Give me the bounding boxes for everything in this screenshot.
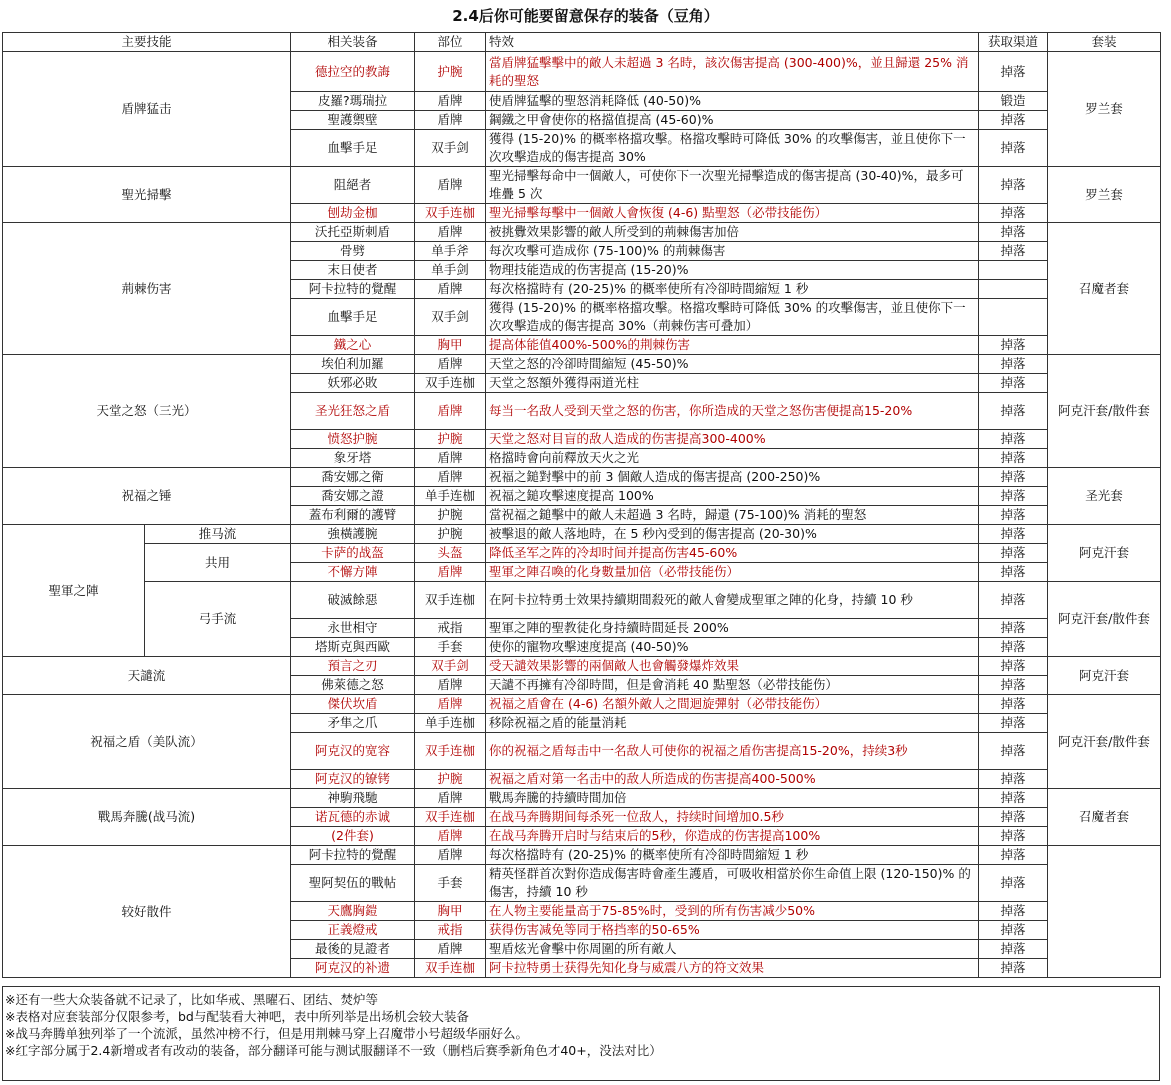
gear-name: 永世相守: [291, 619, 415, 638]
gear-effect: 聖盾炫光會擊中你周圍的所有敵人: [486, 940, 979, 959]
gear-name: 神駒飛馳: [291, 789, 415, 808]
table-row: [3, 52, 1161, 92]
gear-name: 德拉空的教誨: [291, 52, 415, 92]
table-row: [3, 525, 1161, 544]
gear-source: 掉落: [979, 808, 1048, 827]
gear-source: [979, 280, 1048, 299]
gear-source: 掉落: [979, 336, 1048, 355]
gear-name: 塔斯克與西歐: [291, 638, 415, 657]
gear-slot: 双手剑: [415, 130, 486, 167]
gear-effect: 天堂之怒額外獲得兩道光柱: [486, 374, 979, 393]
gear-name: 妖邪必敗: [291, 374, 415, 393]
gear-slot: 盾牌: [415, 355, 486, 374]
gear-effect: 鋼鐵之甲會使你的格擋值提高 (45-60)%: [486, 111, 979, 130]
gear-source: 掉落: [979, 676, 1048, 695]
gear-effect: 在阿卡拉特勇士效果持續期間殺死的敵人會變成聖軍之陣的化身，持續 10 秒: [486, 582, 979, 619]
gear-name: 诺瓦德的赤诚: [291, 808, 415, 827]
header-gear: 相关装备: [291, 33, 415, 52]
gear-name: 天鷹胸鎧: [291, 902, 415, 921]
gear-name: 阿克汉的补遗: [291, 959, 415, 978]
gear-slot: 护腕: [415, 52, 486, 92]
header-set: 套装: [1048, 33, 1161, 52]
gear-name: 圣光狂怒之盾: [291, 393, 415, 430]
skill-cell: 较好散件: [3, 846, 291, 978]
note-line: ※表格对应套装部分仅限参考，bd与配装看大神吧，表中所列举是出场机会较大装备: [5, 1009, 469, 1024]
skill-cell: 祝福之盾（美队流）: [3, 695, 291, 789]
gear-effect: 被挑釁效果影響的敵人所受到的荊棘傷害加倍: [486, 223, 979, 242]
gear-slot: 盾牌: [415, 827, 486, 846]
gear-source: 掉落: [979, 242, 1048, 261]
gear-effect: 每当一名敌人受到天堂之怒的伤害，你所造成的天堂之怒伤害便提高15-20%: [486, 393, 979, 430]
gear-slot: 双手连枷: [415, 204, 486, 223]
gear-source: [979, 261, 1048, 280]
gear-effect: 當祝福之鎚擊中的敵人未超過 3 名時，歸還 (75-100)% 消耗的聖怒: [486, 506, 979, 525]
gear-slot: 盾牌: [415, 940, 486, 959]
gear-name: (2件套): [291, 827, 415, 846]
gear-effect: 戰馬奔騰的持續時間加倍: [486, 789, 979, 808]
gear-name: 愤怒护腕: [291, 430, 415, 449]
gear-name: 正義燈戒: [291, 921, 415, 940]
gear-effect: 祝福之盾对第一名击中的敌人所造成的伤害提高400-500%: [486, 770, 979, 789]
note-line: ※红字部分属于2.4新增或者有改动的装备，部分翻译可能与测试服翻译不一致（删档后赛季新角色才40+，没法对比）: [5, 1043, 662, 1058]
gear-effect: 聖光掃擊每擊中一個敵人會恢復 (4-6) 點聖怒（必带技能伤）: [486, 204, 979, 223]
gear-source: 掉落: [979, 204, 1048, 223]
gear-slot: 盾牌: [415, 449, 486, 468]
gear-slot: 戒指: [415, 619, 486, 638]
set-cell: 召魔者套: [1048, 223, 1161, 355]
gear-slot: 双手剑: [415, 299, 486, 336]
gear-slot: 盾牌: [415, 393, 486, 430]
gear-source: 掉落: [979, 544, 1048, 563]
gear-name: 阻絕者: [291, 167, 415, 204]
gear-source: 掉落: [979, 430, 1048, 449]
skill-cell: 戰馬奔騰(战马流): [3, 789, 291, 846]
gear-source: 掉落: [979, 374, 1048, 393]
gear-source: 锻造: [979, 92, 1048, 111]
gear-effect: 聖軍之陣的聖教徒化身持續時間延長 200%: [486, 619, 979, 638]
gear-effect: 你的祝福之盾每击中一名敌人可使你的祝福之盾伤害提高15-20%，持续3秒: [486, 733, 979, 770]
table-row: [3, 582, 1161, 619]
gear-effect: 當盾牌猛擊擊中的敵人未超過 3 名時，該次傷害提高 (300-400)%，並且歸還 25% 消耗的聖怒: [486, 52, 979, 92]
gear-source: 掉落: [979, 770, 1048, 789]
table-row: [3, 167, 1161, 204]
gear-name: 阿卡拉特的覺醒: [291, 846, 415, 865]
gear-slot: 胸甲: [415, 902, 486, 921]
gear-effect: 降低圣军之阵的冷却时间并提高伤害45-60%: [486, 544, 979, 563]
gear-source: 掉落: [979, 393, 1048, 430]
gear-name: 刨劫金枷: [291, 204, 415, 223]
gear-slot: 护腕: [415, 506, 486, 525]
gear-effect: 獲得 (15-20)% 的概率格擋攻擊。格擋攻擊時可降低 30% 的攻擊傷害，並且使你下一次攻擊造成的傷害提高 30%: [486, 130, 979, 167]
note-line: ※还有一些大众装备就不记录了，比如华戒、黑曜石、团结、焚炉等: [5, 992, 378, 1007]
gear-name: 沃托亞斯刺盾: [291, 223, 415, 242]
gear-name: 矛隼之爪: [291, 714, 415, 733]
gear-name: 鐵之心: [291, 336, 415, 355]
skill-cell: 盾牌猛击: [3, 52, 291, 167]
notes-box: [2, 986, 1160, 1081]
gear-effect: 提高体能值400%-500%的荆棘伤害: [486, 336, 979, 355]
gear-slot: 双手剑: [415, 657, 486, 676]
gear-effect: 精英怪群首次對你造成傷害時會產生護盾，可吸收相當於你生命值上限 (120-150)% 的傷害，持續 10 秒: [486, 865, 979, 902]
sub-skill-cell: 共用: [145, 544, 291, 582]
gear-effect: 獲得 (15-20)% 的概率格擋攻擊。格擋攻擊時可降低 30% 的攻擊傷害，並且使你下一次攻擊造成的傷害提高 30%（荊棘伤害可叠加）: [486, 299, 979, 336]
gear-effect: 使盾牌猛擊的聖怒消耗降低 (40-50)%: [486, 92, 979, 111]
gear-name: 喬安娜之衛: [291, 468, 415, 487]
skill-cell: 聖光掃擊: [3, 167, 291, 223]
gear-table: [2, 32, 1161, 978]
gear-name: 血擊手足: [291, 130, 415, 167]
gear-source: 掉落: [979, 619, 1048, 638]
gear-slot: 戒指: [415, 921, 486, 940]
set-cell: 阿克汗套/散件套: [1048, 355, 1161, 468]
sub-skill-cell: 推马流: [145, 525, 291, 544]
gear-effect: 天堂之怒的冷卻時間縮短 (45-50)%: [486, 355, 979, 374]
sub-skill-cell: 弓手流: [145, 582, 291, 657]
gear-slot: 盾牌: [415, 695, 486, 714]
gear-effect: 格擋時會向前釋放天火之光: [486, 449, 979, 468]
gear-effect: 聖軍之陣召喚的化身數量加倍（必带技能伤）: [486, 563, 979, 582]
gear-slot: 盾牌: [415, 789, 486, 808]
gear-source: 掉落: [979, 695, 1048, 714]
gear-slot: 盾牌: [415, 223, 486, 242]
header-skill: 主要技能: [3, 33, 291, 52]
table-row: [3, 223, 1161, 242]
gear-name: 預言之刃: [291, 657, 415, 676]
gear-slot: 盾牌: [415, 468, 486, 487]
set-cell: 召魔者套: [1048, 789, 1161, 846]
gear-source: 掉落: [979, 959, 1048, 978]
gear-source: 掉落: [979, 714, 1048, 733]
gear-source: 掉落: [979, 846, 1048, 865]
set-cell: 阿克汗套: [1048, 525, 1161, 582]
set-cell: 阿克汗套: [1048, 657, 1161, 695]
gear-source: 掉落: [979, 638, 1048, 657]
gear-slot: 护腕: [415, 770, 486, 789]
gear-name: 強橫護腕: [291, 525, 415, 544]
gear-source: 掉落: [979, 525, 1048, 544]
note-line: ※战马奔腾单独列举了一个流派，虽然冲榜不行，但是用荆棘马穿上召魔带小号超级华丽好么。: [5, 1026, 528, 1041]
gear-source: 掉落: [979, 563, 1048, 582]
gear-source: 掉落: [979, 487, 1048, 506]
gear-name: 聖護禦壁: [291, 111, 415, 130]
table-body: [3, 52, 1161, 978]
gear-source: [979, 299, 1048, 336]
set-cell: 罗兰套: [1048, 52, 1161, 167]
gear-source: 掉落: [979, 582, 1048, 619]
gear-name: 象牙塔: [291, 449, 415, 468]
gear-source: 掉落: [979, 827, 1048, 846]
gear-slot: 盾牌: [415, 563, 486, 582]
table-row: [3, 657, 1161, 676]
gear-slot: 单手连枷: [415, 487, 486, 506]
gear-name: 骨劈: [291, 242, 415, 261]
skill-cell: 天譴流: [3, 657, 291, 695]
gear-name: 卡萨的战盔: [291, 544, 415, 563]
gear-slot: 单手剑: [415, 261, 486, 280]
gear-effect: 使你的寵物攻擊速度提高 (40-50)%: [486, 638, 979, 657]
gear-source: 掉落: [979, 449, 1048, 468]
gear-name: 最後的見證者: [291, 940, 415, 959]
gear-effect: 天譴不再擁有冷卻時間，但是會消耗 40 點聖怒（必带技能伤）: [486, 676, 979, 695]
gear-source: 掉落: [979, 733, 1048, 770]
set-cell: 圣光套: [1048, 468, 1161, 525]
gear-slot: 双手连枷: [415, 582, 486, 619]
gear-slot: 护腕: [415, 430, 486, 449]
gear-slot: 双手连枷: [415, 959, 486, 978]
gear-name: 血擊手足: [291, 299, 415, 336]
gear-effect: 获得伤害减免等同于格挡率的50-65%: [486, 921, 979, 940]
gear-source: 掉落: [979, 111, 1048, 130]
skill-cell: 荊棘伤害: [3, 223, 291, 355]
gear-slot: 盾牌: [415, 846, 486, 865]
gear-slot: 单手连枷: [415, 714, 486, 733]
gear-name: 阿克汉的宽容: [291, 733, 415, 770]
gear-effect: 移除祝福之盾的能量消耗: [486, 714, 979, 733]
gear-name: 破滅餘惡: [291, 582, 415, 619]
gear-name: 聖阿契伍的戰帖: [291, 865, 415, 902]
gear-source: 掉落: [979, 223, 1048, 242]
gear-slot: 头盔: [415, 544, 486, 563]
gear-slot: 双手连枷: [415, 733, 486, 770]
gear-name: 阿克汉的镣铐: [291, 770, 415, 789]
table-row: [3, 544, 1161, 563]
gear-name: 阿卡拉特的覺醒: [291, 280, 415, 299]
gear-source: 掉落: [979, 167, 1048, 204]
gear-slot: 盾牌: [415, 167, 486, 204]
gear-effect: 在人物主要能量高于75-85%时，受到的所有伤害减少50%: [486, 902, 979, 921]
gear-slot: 盾牌: [415, 676, 486, 695]
gear-name: 末日使者: [291, 261, 415, 280]
gear-slot: 双手连枷: [415, 374, 486, 393]
table-row: [3, 468, 1161, 487]
gear-slot: 手套: [415, 865, 486, 902]
gear-source: 掉落: [979, 130, 1048, 167]
gear-name: 不懈方陣: [291, 563, 415, 582]
gear-slot: 双手连枷: [415, 808, 486, 827]
gear-effect: 受天譴效果影響的兩個敵人也會觸發爆炸效果: [486, 657, 979, 676]
gear-name: 皮羅?瑪瑞拉: [291, 92, 415, 111]
gear-source: 掉落: [979, 865, 1048, 902]
gear-effect: 祝福之鎚攻擊速度提高 100%: [486, 487, 979, 506]
gear-effect: 被擊退的敵人落地時，在 5 秒內受到的傷害提高 (20-30)%: [486, 525, 979, 544]
gear-effect: 物理技能造成的伤害提高 (15-20)%: [486, 261, 979, 280]
gear-effect: 在战马奔腾期间每杀死一位敌人，持续时间增加0.5秒: [486, 808, 979, 827]
header-row: [3, 33, 1161, 52]
gear-effect: 祝福之盾會在 (4-6) 名額外敵人之間迴旋彈射（必带技能伤）: [486, 695, 979, 714]
gear-source: 掉落: [979, 789, 1048, 808]
gear-effect: 在战马奔腾开启时与结束后的5秒，你造成的伤害提高100%: [486, 827, 979, 846]
gear-source: 掉落: [979, 921, 1048, 940]
skill-cell: 天堂之怒（三光）: [3, 355, 291, 468]
gear-effect: 每次攻擊可造成你 (75-100)% 的荊棘傷害: [486, 242, 979, 261]
set-cell: 阿克汗套/散件套: [1048, 695, 1161, 789]
gear-source: 掉落: [979, 355, 1048, 374]
gear-name: 傑伏坎盾: [291, 695, 415, 714]
gear-source: 掉落: [979, 506, 1048, 525]
table-row: [3, 355, 1161, 374]
table-row: [3, 846, 1161, 865]
gear-source: 掉落: [979, 468, 1048, 487]
header-slot: 部位: [415, 33, 486, 52]
gear-effect: 每次格擋時有 (20-25)% 的概率使所有冷卻時間縮短 1 秒: [486, 846, 979, 865]
skill-cell: 聖軍之陣: [3, 525, 145, 657]
gear-name: 喬安娜之證: [291, 487, 415, 506]
gear-slot: 盾牌: [415, 111, 486, 130]
gear-slot: 护腕: [415, 525, 486, 544]
page-title: 2.4后你可能要留意保存的装备（豆角）: [452, 7, 719, 25]
gear-effect: 阿卡拉特勇士获得先知化身与威震八方的符文效果: [486, 959, 979, 978]
set-cell: [1048, 846, 1161, 978]
skill-cell: 祝福之锤: [3, 468, 291, 525]
gear-source: 掉落: [979, 52, 1048, 92]
gear-slot: 盾牌: [415, 280, 486, 299]
gear-source: 掉落: [979, 657, 1048, 676]
set-cell: 罗兰套: [1048, 167, 1161, 223]
table-row: [3, 789, 1161, 808]
gear-effect: 每次格擋時有 (20-25)% 的概率使所有冷卻時間縮短 1 秒: [486, 280, 979, 299]
gear-source: 掉落: [979, 902, 1048, 921]
gear-slot: 胸甲: [415, 336, 486, 355]
header-effect: 特效: [486, 33, 979, 52]
table-row: [3, 695, 1161, 714]
set-cell: 阿克汗套/散件套: [1048, 582, 1161, 657]
gear-slot: 手套: [415, 638, 486, 657]
gear-source: 掉落: [979, 940, 1048, 959]
header-source: 获取渠道: [979, 33, 1048, 52]
gear-effect: 聖光掃擊每命中一個敵人，可使你下一次聖光掃擊造成的傷害提高 (30-40)%，最多可堆疊 5 次: [486, 167, 979, 204]
gear-effect: 天堂之怒对目盲的敌人造成的伤害提高300-400%: [486, 430, 979, 449]
gear-name: 蓋布利爾的護臂: [291, 506, 415, 525]
gear-name: 佛萊德之怒: [291, 676, 415, 695]
gear-slot: 盾牌: [415, 92, 486, 111]
gear-effect: 祝福之鎚對擊中的前 3 個敵人造成的傷害提高 (200-250)%: [486, 468, 979, 487]
gear-name: 埃伯利加羅: [291, 355, 415, 374]
gear-slot: 单手斧: [415, 242, 486, 261]
